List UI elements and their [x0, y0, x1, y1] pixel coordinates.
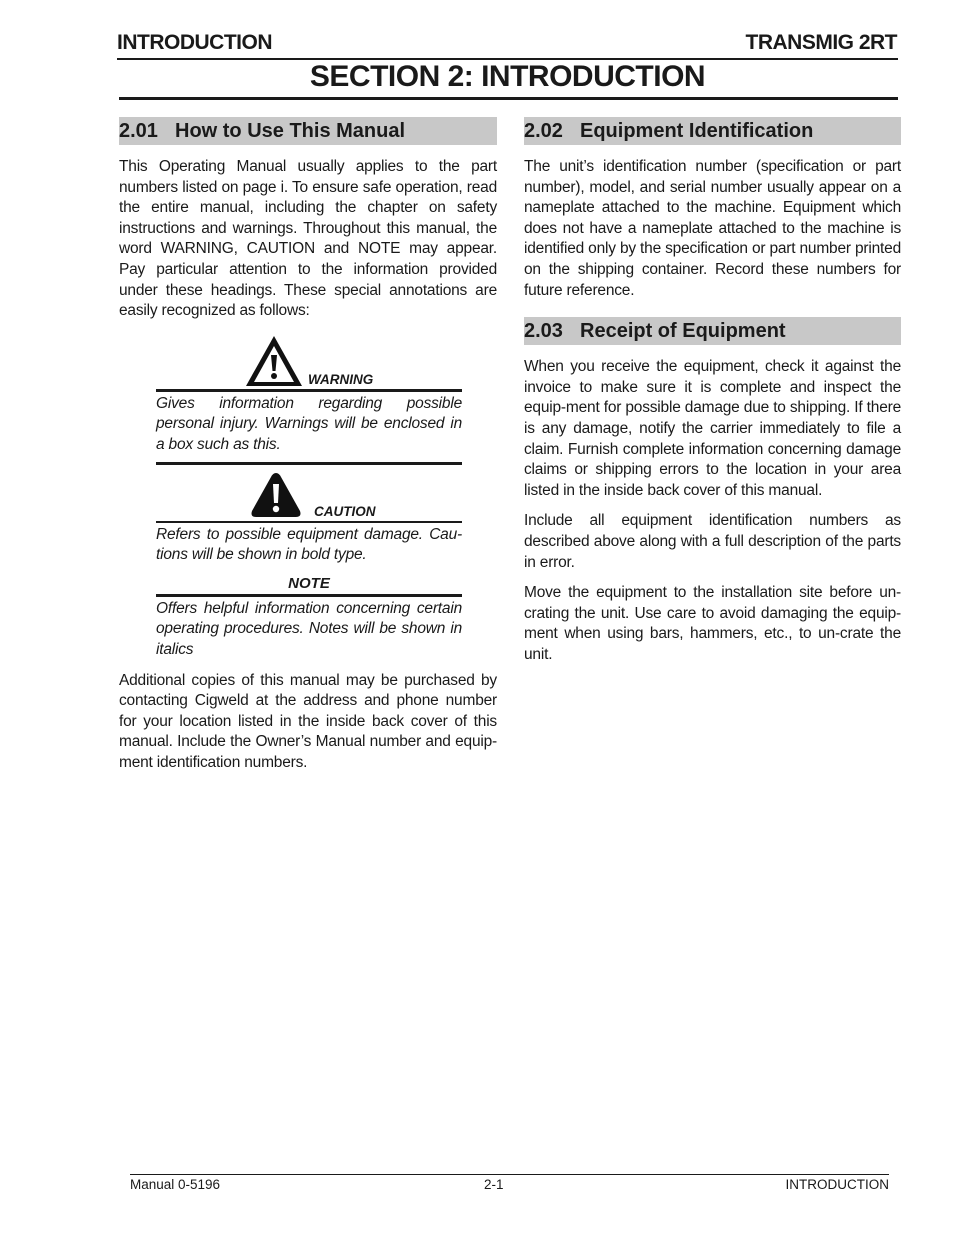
- section-title: Receipt of Equipment: [580, 320, 786, 343]
- running-header-right: TRANSMIG 2RT: [745, 31, 897, 54]
- title-divider: [119, 97, 898, 100]
- warning-text: Gives information regarding possible personal injury. Warnings will be enclosed in a box such as this.: [156, 394, 462, 453]
- warning-triangle-icon: [245, 335, 303, 387]
- footer-manual-number: Manual 0-5196: [130, 1177, 221, 1192]
- warning-block: [156, 333, 462, 465]
- section-heading-2-03: [524, 317, 901, 345]
- footer-page-number: 2-1: [484, 1177, 504, 1192]
- footer-section-name: INTRODUCTION: [785, 1177, 889, 1192]
- note-text: Offers helpful information concerning certain operating procedures. Notes will be shown in italics: [156, 599, 462, 658]
- left-column: [119, 117, 497, 773]
- section-heading-2-02: [524, 117, 901, 145]
- running-header-left: INTRODUCTION: [117, 31, 272, 54]
- section-title: How to Use This Manual: [175, 120, 406, 142]
- note-block: [156, 574, 462, 661]
- receipt-paragraph-2: Include all equipment identification numbers as described above along with a full description of the parts in error.: [524, 512, 901, 571]
- section-title: Equipment Identification: [580, 120, 814, 142]
- caution-triangle-icon: [250, 471, 302, 519]
- warning-label: WARNING: [308, 371, 374, 387]
- footer-divider: [130, 1174, 889, 1175]
- receipt-paragraph-3: Move the equipment to the installation site before un-crating the unit. Use care to avoid damaging the equip-ment when using bars, hammers, etc., to un-crate the unit.: [524, 584, 901, 663]
- identification-paragraph: The unit’s identification number (specification or part number), model, and serial number usually appear on a nameplate attached to the machine. Equipment which does not have a nameplate attached to the machine is identified only by the specification or part number printed on the shipping container. Record these numbers for future reference.: [524, 158, 901, 299]
- caution-block: [156, 465, 462, 566]
- section-number: 2.03: [524, 320, 563, 343]
- caution-text: Refers to possible equipment damage. Cau-tions will be shown in bold type.: [156, 525, 462, 564]
- right-column: [524, 117, 901, 665]
- intro-paragraph: This Operating Manual usually applies to the part numbers listed on page i. To ensure safe operation, read the entire manual, including the chapter on safety instructions and warnings. Throughout this manual, the word WARNING, CAUTION and NOTE may appear. Pay particular attention to the information provided under these headings. These special annotations are easily recognized as follows:: [119, 158, 497, 320]
- caution-label: CAUTION: [314, 503, 376, 519]
- section-number: 2.02: [524, 120, 563, 142]
- page-title: SECTION 2: INTRODUCTION: [309, 60, 706, 93]
- section-heading-2-01: [119, 117, 497, 145]
- note-label: NOTE: [288, 574, 330, 592]
- copies-paragraph: Additional copies of this manual may be purchased by contacting Cigweld at the address and phone number for your location listed in the inside back cover of this manual. Include the Owner’s Manual number and equip-ment identification numbers.: [119, 671, 497, 771]
- receipt-paragraph-1: When you receive the equipment, check it against the invoice to make sure it is complete and inspect the equip-ment for possible damage due to shipping. If there is any damage, notify the carrier immediately to file a claim. Furnish complete information concerning damage claims or shipping errors to the location in your area listed in the inside back cover of this manual.: [524, 358, 901, 499]
- section-number: 2.01: [119, 120, 158, 142]
